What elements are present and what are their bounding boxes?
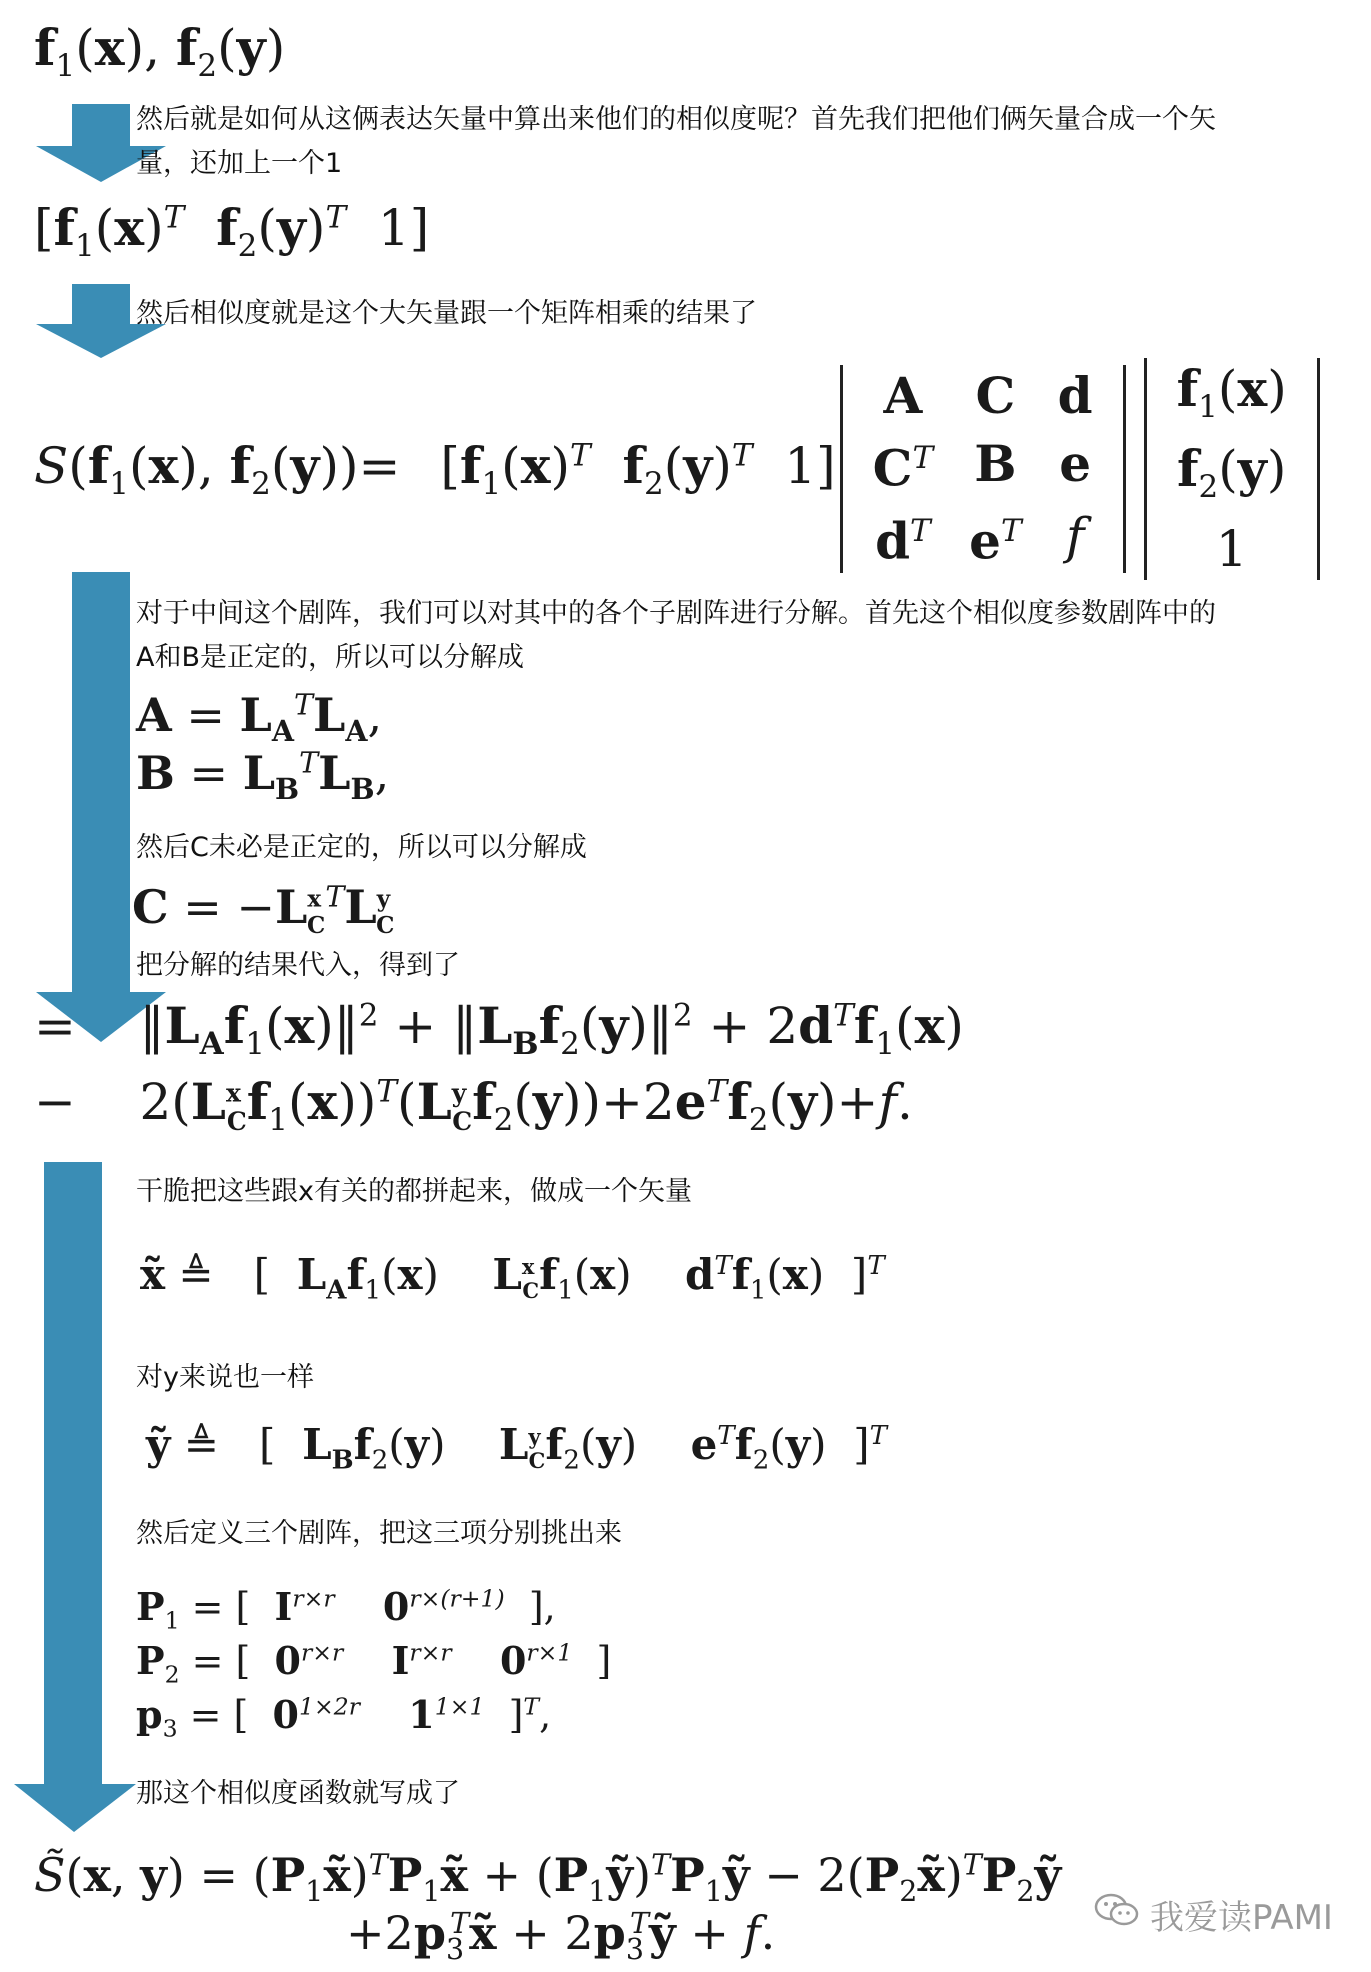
note-same-for-y: 对y来说也一样: [136, 1362, 314, 1393]
equation-concat-vector: [$f_1(x)^T$ $f_2(y)^T$ 1]: [34, 198, 430, 264]
watermark: 我爱读PAMI: [1094, 1890, 1333, 1939]
equation-y-tilde: ỹ ≜ [ $L_Bf_2(y)$ $L^y_Cf_2(y)$ $e^Tf_2(y)$ ]$^T$: [146, 1420, 887, 1476]
equation-expanded-line2: − $2(L^x_Cf_1(x))^T(L^y_Cf_2(y))+2e^Tf_2(y)+f$.: [34, 1072, 913, 1138]
note-define-matrices: 然后定义三个剧阵，把这三项分别挑出来: [136, 1518, 622, 1549]
equation-similarity: $S(f_1(x)$, $f_2(y))=$ [$f_1(x)^T$ $f_2(y)^T$ 1] A C d $C^T$ B e $d^T$ $e^T$ f $f_1(x)$ $f_2(y)$ 1: [34, 358, 1320, 580]
param-matrix: A C d $C^T$ B e $d^T$ $e^T$ f: [840, 365, 1126, 572]
note-decompose: 对于中间这个剧阵，我们可以对其中的各个子剧阵进行分解。首先这个相似度参数剧阵中的 A和B是正定的，所以可以分解成: [136, 598, 1216, 673]
equation-A-decomp: $A = L_A^TL_A$,: [136, 688, 383, 749]
note-concat-x: 干脆把这些跟x有关的都拼起来，做成一个矢量: [136, 1176, 692, 1207]
equation-final-line1: S̃(x, $y) = (P_1x̃)^TP_1x̃$ + $(P_1ỹ)^TP_1ỹ$ − $2(P_2x̃)^TP_2ỹ$: [34, 1848, 1062, 1909]
down-arrow-icon: [14, 1162, 144, 1832]
equation-p3: $p_3$ = [ $0^{1\times 2r}$ $1^{1\times 1}$ ]$^T$,: [136, 1692, 552, 1743]
equation-P2: $P_2$ = [ $0^{r\times r}$ $I^{r\times r}$ $0^{r\times 1}$ ]: [136, 1638, 612, 1689]
note-substitute: 把分解的结果代入，得到了: [136, 950, 460, 981]
note-C-decompose: 然后C未必是正定的，所以可以分解成: [136, 832, 587, 863]
note-matrix-product: 然后相似度就是这个大矢量跟一个矩阵相乘的结果了: [136, 298, 757, 329]
equation-x-tilde: x̃ ≜ [ $L_Af_1(x)$ $L^x_Cf_1(x)$ $d^Tf_1(x)$ ]$^T$: [140, 1250, 885, 1306]
equation-features: $f_1(x)$, $f_2(y)$: [34, 18, 286, 84]
equation-final-line2: $+2p_3^Tx̃$ + $2p_3^Tỹ + f$.: [346, 1906, 776, 1967]
equation-expanded-line1: = $‖L_Af_1(x)‖^2$ + $‖L_Bf_2(y)‖^2 + 2d^Tf_1(x)$: [34, 996, 964, 1062]
wechat-icon: [1094, 1892, 1140, 1937]
note-final-form: 那这个相似度函数就写成了: [136, 1778, 460, 1809]
equation-C-decomp: $C = -L^x_C^TL^y_C$: [132, 880, 395, 940]
equation-B-decomp: $B = L_B^TL_B$,: [136, 746, 390, 807]
column-vector: $f_1(x)$ $f_2(y)$ 1: [1144, 358, 1320, 580]
note-combine-vectors: 然后就是如何从这俩表达矢量中算出来他们的相似度呢？首先我们把他们俩矢量合成一个矢 量，还加上一个1: [136, 104, 1216, 179]
equation-P1: $P_1$ = [ $I^{r\times r}$ $0^{r\times(r+1)}$ ],: [136, 1584, 556, 1635]
